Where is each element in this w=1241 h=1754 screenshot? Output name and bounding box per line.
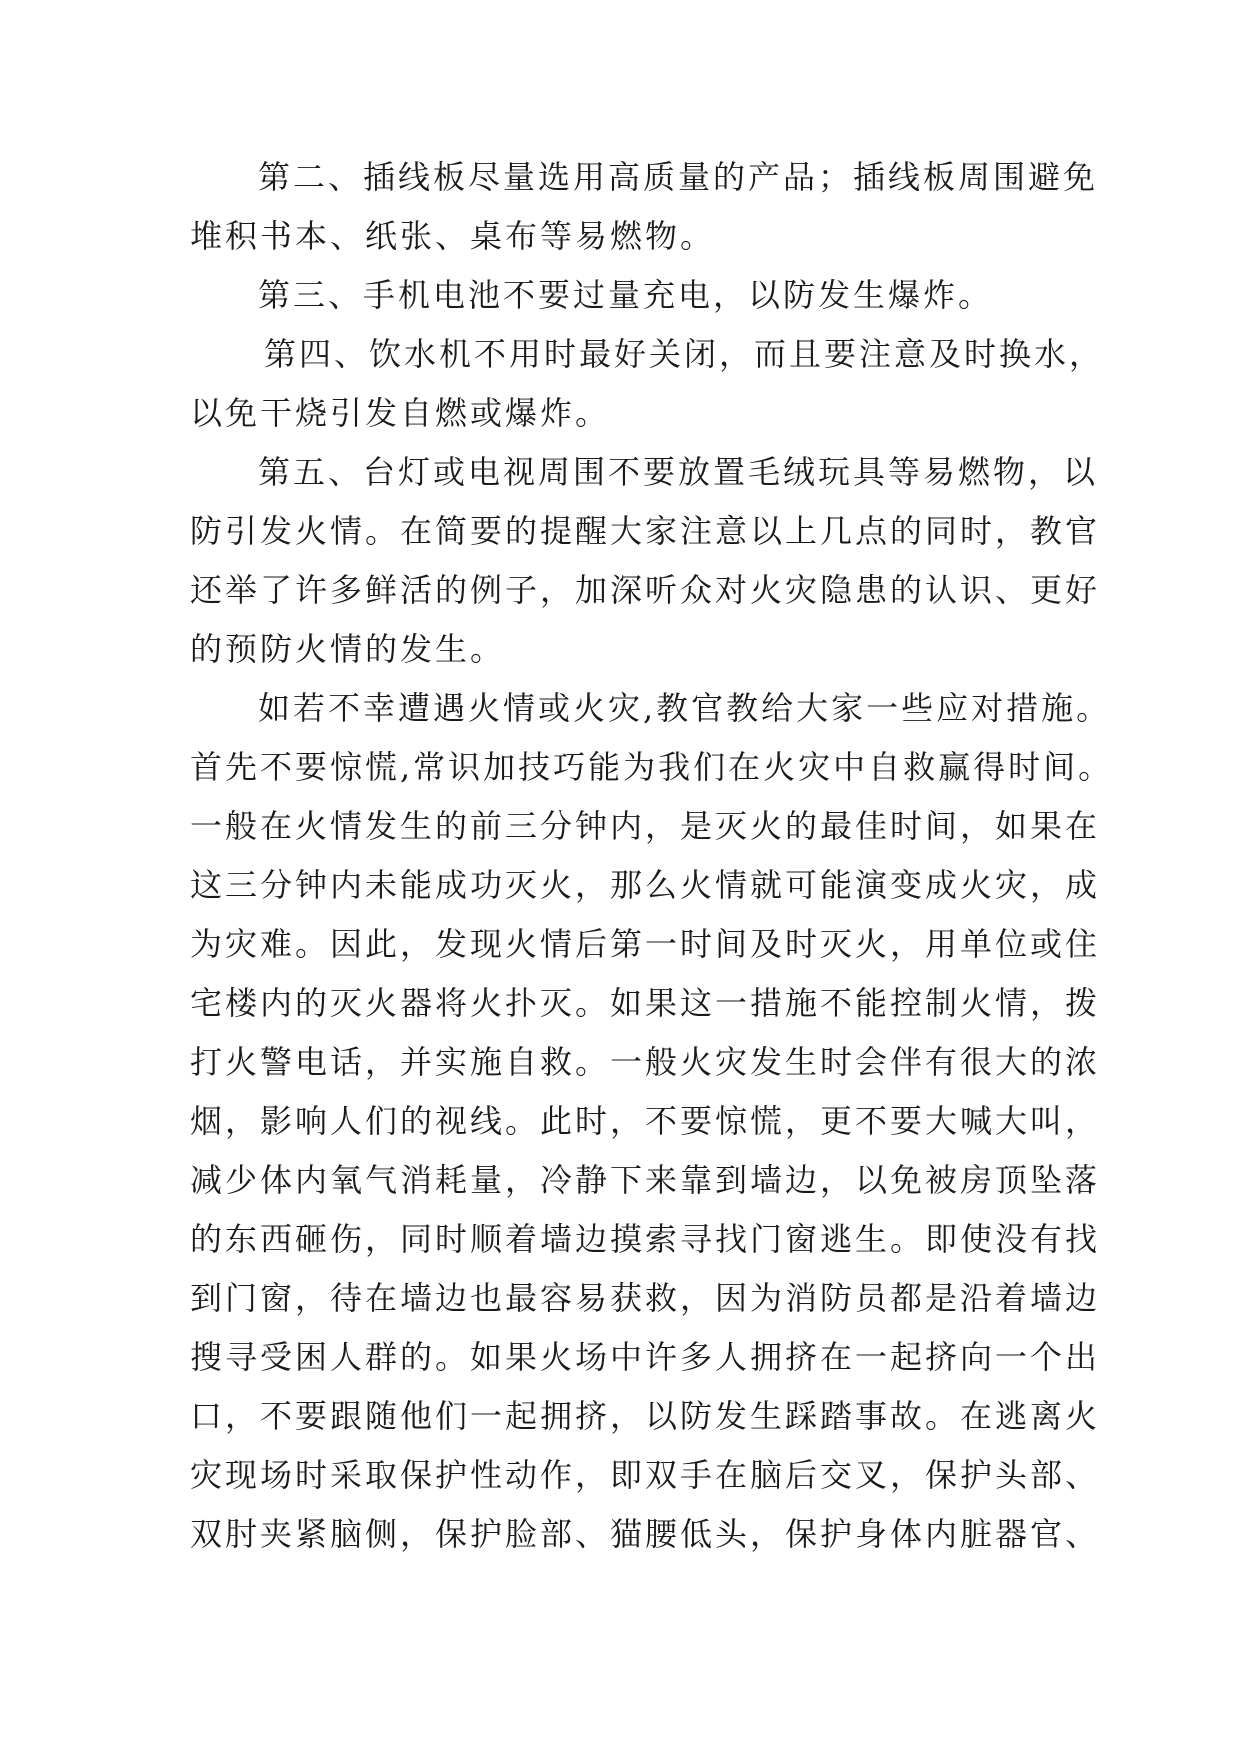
text-line: 搜寻受困人群的。如果火场中许多人拥挤在一起挤向一个出 xyxy=(190,1338,1101,1376)
text-line: 第五、台灯或电视周围不要放置毛绒玩具等易燃物，以 xyxy=(258,453,1099,491)
text-line: 口，不要跟随他们一起拥挤，以防发生踩踏事故。在逃离火 xyxy=(190,1397,1101,1435)
text-line: 的预防火情的发生。 xyxy=(190,630,506,668)
text-line: 以免干烧引发自燃或爆炸。 xyxy=(190,394,611,432)
text-line: 双肘夹紧脑侧，保护脸部、猫腰低头，保护身体内脏器官、 xyxy=(190,1515,1101,1553)
text-line: 的东西砸伤，同时顺着墙边摸索寻找门窗逃生。即使没有找 xyxy=(190,1220,1101,1258)
text-line: 打火警电话，并实施自救。一般火灾发生时会伴有很大的浓 xyxy=(190,1043,1101,1081)
text-line: 宅楼内的灭火器将火扑灭。如果这一措施不能控制火情，拨 xyxy=(190,984,1101,1022)
text-line: 如若不幸遭遇火情或火灾,教官教给大家一些应对措施。 xyxy=(258,689,1112,727)
document-body xyxy=(190,148,1114,1564)
text-line: 到门窗，待在墙边也最容易获救，因为消防员都是沿着墙边 xyxy=(190,1279,1101,1317)
text-line: 灾现场时采取保护性动作，即双手在脑后交叉，保护头部、 xyxy=(190,1456,1101,1494)
text-line: 还举了许多鲜活的例子，加深听众对火灾隐患的认识、更好 xyxy=(190,571,1101,609)
text-line: 首先不要惊慌,常识加技巧能为我们在火灾中自救赢得时间。 xyxy=(190,748,1114,786)
text-line: 减少体内氧气消耗量，冷静下来靠到墙边，以免被房顶坠落 xyxy=(190,1161,1101,1199)
text-line: 为灾难。因此，发现火情后第一时间及时灭火，用单位或住 xyxy=(190,925,1101,963)
text-line: 第四、饮水机不用时最好关闭，而且要注意及时换水， xyxy=(264,335,1105,373)
text-line: 这三分钟内未能成功灭火，那么火情就可能演变成火灾，成 xyxy=(190,866,1101,904)
text-line: 堆积书本、纸张、桌布等易燃物。 xyxy=(190,217,716,255)
text-line: 第三、手机电池不要过量充电，以防发生爆炸。 xyxy=(258,276,994,314)
text-line: 烟，影响人们的视线。此时，不要惊慌，更不要大喊大叫， xyxy=(190,1102,1101,1140)
text-line: 防引发火情。在简要的提醒大家注意以上几点的同时，教官 xyxy=(190,512,1101,550)
text-line: 第二、插线板尽量选用高质量的产品；插线板周围避免 xyxy=(258,158,1099,196)
text-line: 一般在火情发生的前三分钟内，是灭火的最佳时间，如果在 xyxy=(190,807,1101,845)
